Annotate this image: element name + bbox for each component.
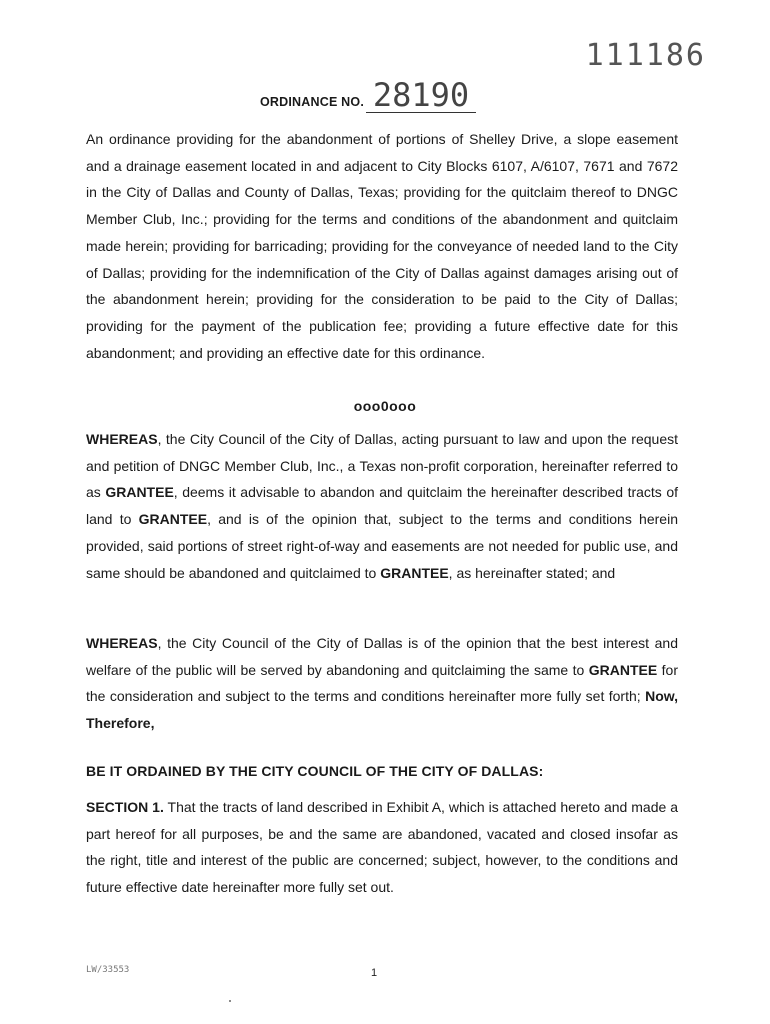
ordinance-caption: An ordinance providing for the abandonment of portions of Shelley Drive, a slope easement and a drainage easement located in and adjacent to City Blocks 6107, A/6107, 7671 and 7672 in the City of Dallas and County of Dallas, Texas; providing for the quitclaim thereof to DNGC Member Club, Inc.; providing for the terms and conditions of the abandonment and quitclaim made herein; providing for barricading; providing for the conveyance of needed land to the City of Dallas; providing for the indemnification of the City of Dallas against damages arising out of the abandonment herein; providing for the consideration to be paid to the City of Dallas; providing for the payment of the publication fee; providing a future effective date for this abandonment; and providing an effective date for this ordinance. [86, 131, 678, 361]
whereas-clause-1 [86, 426, 678, 586]
whereas-text: , and is of the opinion that, subject to the terms and conditions herein provided, said portions of street right-of-way and easements are not needed for public use, and same should be abandoned and quitclaimed to [86, 511, 678, 581]
whereas-text: , the City Council of the City of Dallas, acting pursuant to law and upon the request and petition of DNGC Member Club, Inc., a Texas non-profit corporation, hereinafter referred to as [86, 431, 678, 501]
page-number: 1 [371, 967, 378, 979]
stamped-file-number: 111186 [585, 38, 706, 73]
document-code: LW/33553 [86, 965, 130, 975]
section-label: SECTION 1. [86, 799, 164, 815]
ordinance-number-line [260, 78, 476, 113]
grantee-term: GRANTEE [138, 511, 208, 528]
whereas-closing: Now, Therefore, [86, 688, 678, 732]
whereas-clause-2 [86, 630, 678, 737]
ordinance-number: 28190 [366, 78, 476, 113]
ordinance-label: ORDINANCE NO. [260, 95, 364, 109]
scan-speck [229, 1000, 231, 1002]
ordaining-clause-heading: BE IT ORDAINED BY THE CITY COUNCIL OF THE CITY OF DALLAS: [86, 763, 544, 779]
whereas-text: , as hereinafter stated; and [448, 564, 616, 581]
section-divider: ooo0ooo [353, 398, 417, 414]
grantee-term: GRANTEE [380, 564, 449, 581]
section-text: That the tracts of land described in Exhibit A, which is attached hereto and made a part hereof for all purposes, be and the same are abandoned, vacated and closed insofar as the right, title and interest of the public are concerned; subject, however, to the conditions and future effective date hereinafter more fully set out. [86, 799, 678, 896]
whereas-text: for the consideration and subject to the terms and conditions hereinafter more fully set forth; [86, 661, 679, 705]
whereas-lead: WHEREAS [86, 431, 158, 447]
section-1 [86, 794, 678, 901]
whereas-lead: WHEREAS [86, 635, 158, 651]
whereas-text: , deems it advisable to abandon and quitclaim the hereinafter described tracts of land to [86, 484, 678, 528]
whereas-text: , the City Council of the City of Dallas is of the opinion that the best interest and welfare of the public will be served by abandoning and quitclaiming the same to [86, 635, 678, 678]
grantee-term: GRANTEE [588, 661, 658, 678]
grantee-term: GRANTEE [105, 484, 174, 501]
